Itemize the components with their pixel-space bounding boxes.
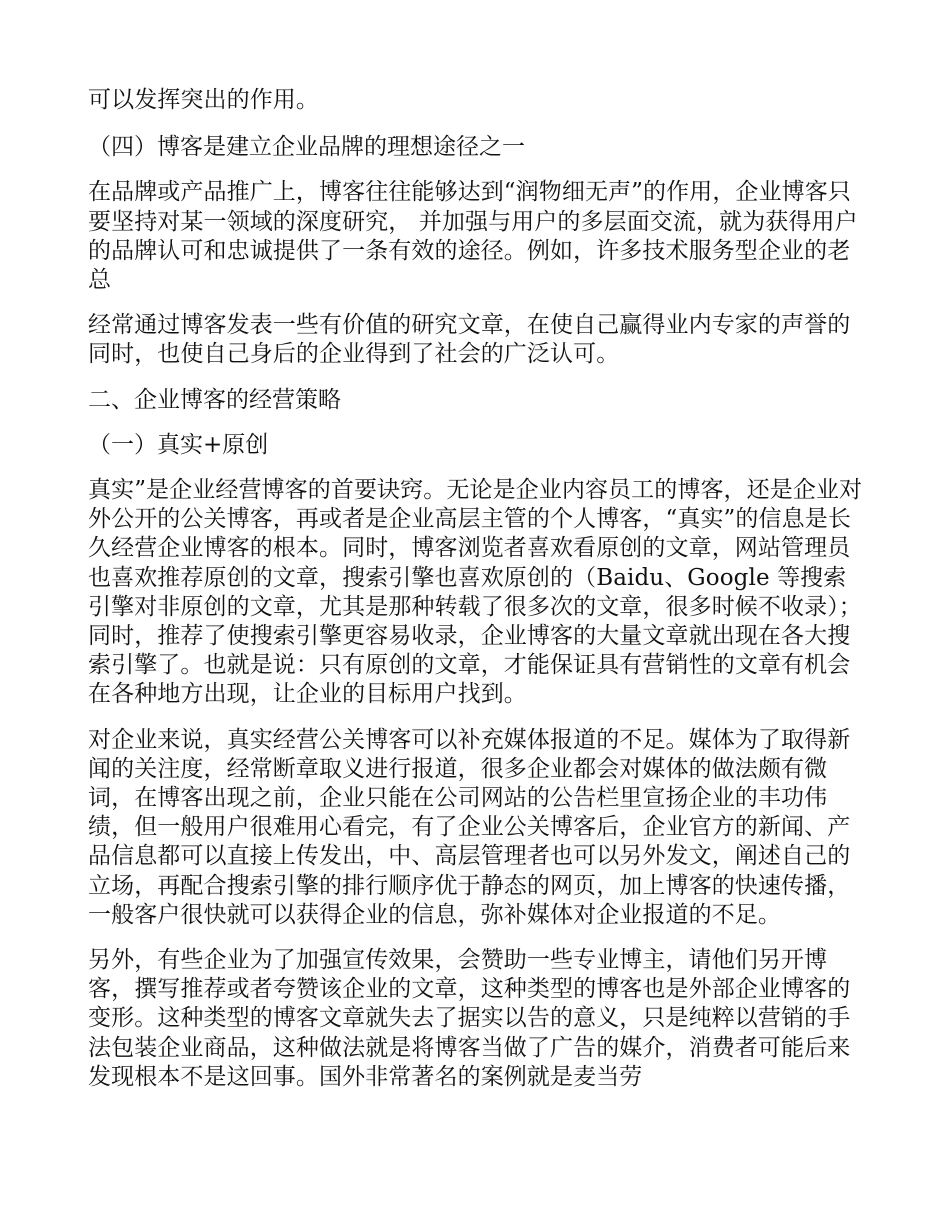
chapter-heading-strategy: 二、企业博客的经营策略 (88, 386, 341, 413)
paragraph-authenticity: 真实”是企业经营博客的首要诀窍。无论是企业内容员工的博客，还是企业对外公开的公关博客，再或者是企业高层主管的个人博客，“真实”的信息是长久经营企业博客的根本。同时，博客浏览者喜欢看原创的文章，网站管理员也喜欢推荐原创的文章，搜索引擎也喜欢原创的（Baidu、Google 等搜索引擎对非原创的文章，尤其是那种转载了很多次的文章，很多时候不收录）；同时，推荐了使搜索引擎更容易收录，企业博客的大量文章就出现在各大搜索引擎了。也就是说：只有原创的文章，才能保证具有营销性的文章有机会在各种地方出现，让企业的目标用户找到。 (88, 477, 863, 708)
paragraph-media-supplement: 对企业来说，真实经营公关博客可以补充媒体报道的不足。媒体为了取得新闻的关注度，经常断章取义进行报道，很多企业都会对媒体的做法颇有微词，在博客出现之前，企业只能在公司网站的公告栏里宣扬企业的丰功伟绩，但一般用户很难用心看完，有了企业公关博客后，企业官方的新闻、产品信息都可以直接上传发出，中、高层管理者也可以另外发文，阐述自己的立场，再配合搜索引擎的排行顺序优于静态的网页，加上博客的快速传播，一般客户很快就可以获得企业的信息，弥补媒体对企业报道的不足。 (88, 726, 851, 928)
paragraph-expert-reputation: 经常通过博客发表一些有价值的研究文章，在使自己赢得业内专家的声誉的同时，也使自己身后的企业得到了社会的广泛认可。 (88, 312, 851, 368)
section-heading-authentic-original: （一）真实+原创 (88, 431, 269, 458)
paragraph-brand-promotion: 在品牌或产品推广上，博客往往能够达到“润物细无声”的作用，企业博客只要坚持对某一领域的深度研究， 并加强与用户的多层面交流，就为获得用户的品牌认可和忠诚提供了一条有效的途径。例如，许多技术服务型企业的老总 (88, 179, 858, 294)
paragraph-intro-tail: 可以发挥突出的作用。 (88, 87, 319, 113)
paragraph-sponsored-blogs: 另外，有些企业为了加强宣传效果，会赞助一些专业博主，请他们另开博客，撰写推荐或者夸赞该企业的文章，这种类型的博客也是外部企业博客的变形。这种类型的博客文章就失去了据实以告的意义，只是纯粹以营销的手法包装企业商品，这种做法就是将博客当做了广告的媒介，消费者可能后来发现根本不是这回事。国外非常著名的案例就是麦当劳 (88, 947, 851, 1090)
section-heading-brand: （四）博客是建立企业品牌的理想途径之一 (88, 134, 525, 161)
